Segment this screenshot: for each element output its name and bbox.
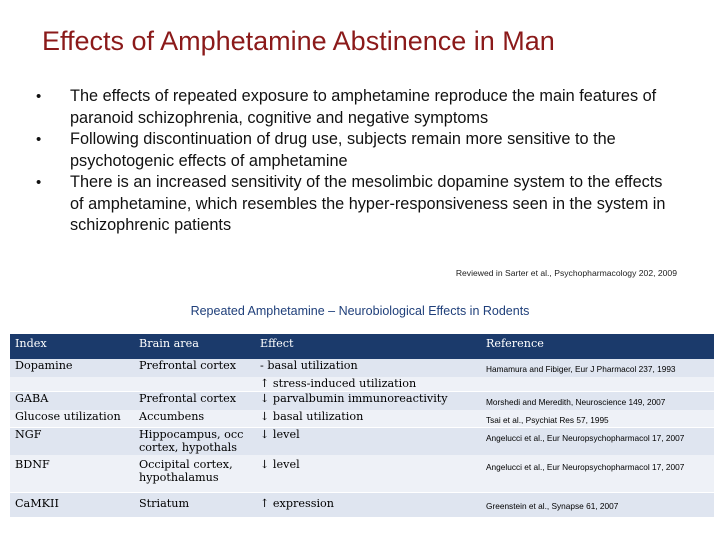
- bullet-dot-icon: •: [36, 174, 42, 191]
- bullet-dot-icon: •: [36, 131, 42, 148]
- column-header: Reference: [481, 334, 714, 359]
- table-row: [10, 377, 714, 392]
- table-row: [10, 493, 714, 517]
- column-header: Effect: [255, 334, 481, 359]
- area-cell: Hippocampus, occ cortex, hypothals: [134, 428, 255, 456]
- index-cell: Glucose utilization: [10, 410, 134, 428]
- area-cell: Prefrontal cortex: [134, 359, 255, 377]
- reference-cell: Greenstein et al., Synapse 61, 2007: [481, 493, 714, 517]
- bullet-text: There is an increased sensitivity of the mesolimbic dopamine system to the effects of amphetamine, which resembles the hyper-responsiveness seen in the system in schizophrenic patients: [70, 173, 666, 234]
- reference-cell: Hamamura and Fibiger, Eur J Pharmacol 237, 1993: [481, 359, 714, 377]
- column-header: Brain area: [134, 334, 255, 359]
- reference-cell: [481, 377, 714, 392]
- index-cell: [10, 377, 134, 392]
- review-citation: Reviewed in Sarter et al., Psychopharmacology 202, 2009: [455, 268, 677, 278]
- bullet-list: [36, 86, 676, 237]
- index-cell: CaMKII: [10, 493, 134, 517]
- reference-cell: Morshedi and Meredith, Neuroscience 149, 2007: [481, 392, 714, 410]
- index-cell: NGF: [10, 428, 134, 456]
- area-cell: Striatum: [134, 493, 255, 517]
- area-cell: Prefrontal cortex: [134, 392, 255, 410]
- table-row: [10, 410, 714, 428]
- index-cell: Dopamine: [10, 359, 134, 377]
- reference-cell: Tsai et al., Psychiat Res 57, 1995: [481, 410, 714, 428]
- table-row: [10, 428, 714, 456]
- bullet-text: Following discontinuation of drug use, subjects remain more sensitive to the psychotogenic effects of amphetamine: [70, 130, 616, 170]
- bullet-item: [36, 129, 676, 172]
- bullet-item: [36, 86, 676, 129]
- table-title: Repeated Amphetamine – Neurobiological Effects in Rodents: [190, 304, 530, 318]
- effect-cell: ↓ basal utilization: [255, 410, 481, 428]
- area-cell: [134, 377, 255, 392]
- reference-cell: Angelucci et al., Eur Neuropsychopharmacol 17, 2007: [481, 455, 714, 493]
- area-cell: Occipital cortex, hypothalamus: [134, 455, 255, 493]
- table-header-row: [10, 334, 714, 359]
- effect-cell: - basal utilization: [255, 359, 481, 377]
- effect-cell: ↑ expression: [255, 493, 481, 517]
- bullet-dot-icon: •: [36, 88, 42, 105]
- effect-cell: ↑ stress-induced utilization: [255, 377, 481, 392]
- column-header: Index: [10, 334, 134, 359]
- effect-cell: ↓ level: [255, 428, 481, 456]
- index-cell: BDNF: [10, 455, 134, 493]
- bullet-item: [36, 172, 676, 237]
- reference-cell: Angelucci et al., Eur Neuropsychopharmacol 17, 2007: [481, 428, 714, 456]
- index-cell: GABA: [10, 392, 134, 410]
- area-cell: Accumbens: [134, 410, 255, 428]
- effects-table: [10, 334, 714, 517]
- effect-cell: ↓ level: [255, 455, 481, 493]
- table-row: [10, 359, 714, 377]
- slide-title: Effects of Amphetamine Abstinence in Man: [42, 26, 555, 56]
- table-row: [10, 392, 714, 410]
- effect-cell: ↓ parvalbumin immunoreactivity: [255, 392, 481, 410]
- table-row: [10, 455, 714, 493]
- bullet-text: The effects of repeated exposure to amphetamine reproduce the main features of paranoid schizophrenia, cognitive and negative symptoms: [70, 87, 657, 127]
